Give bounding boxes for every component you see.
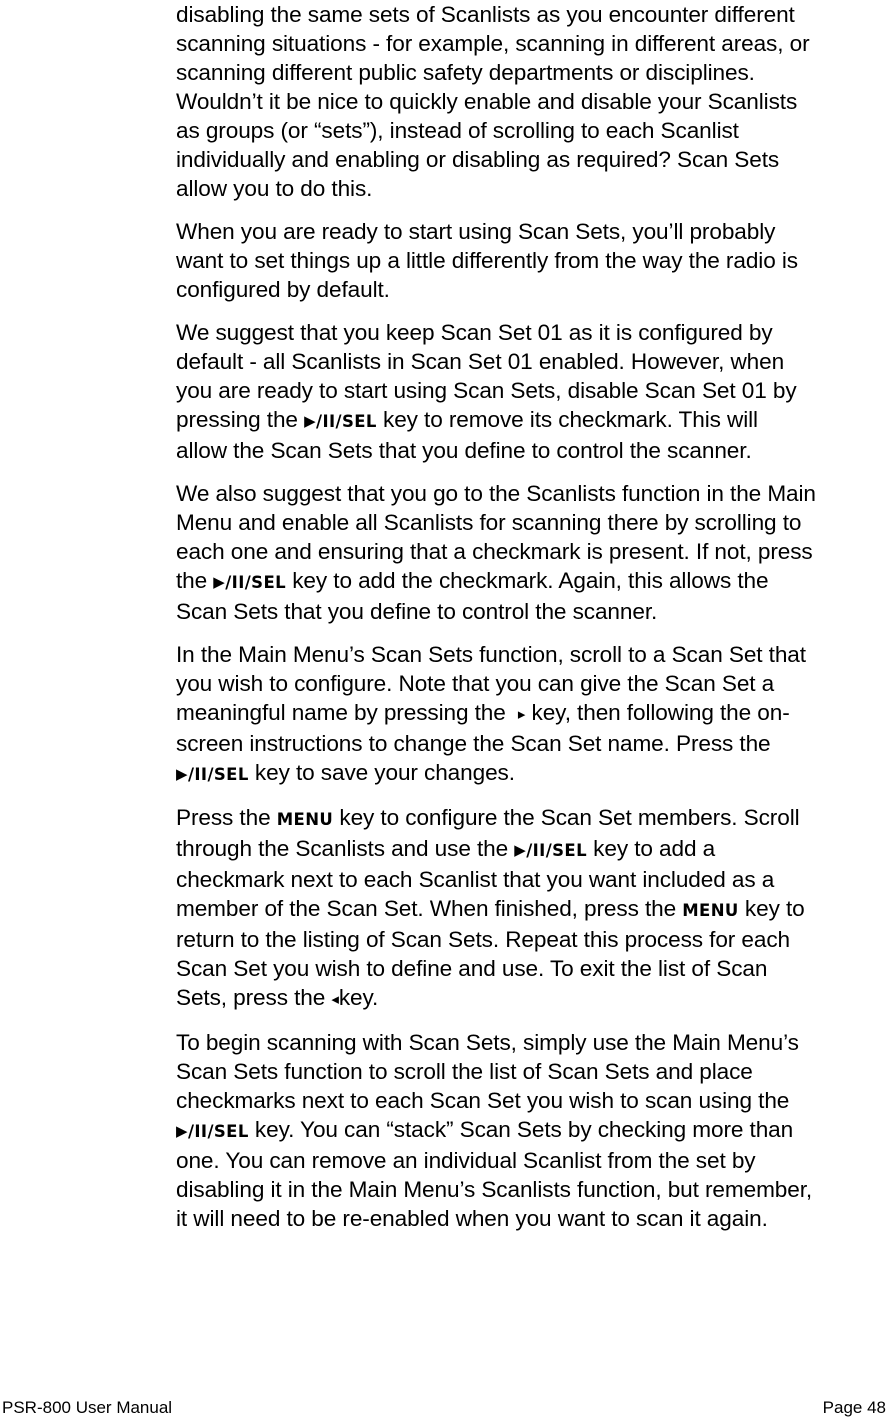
left-arrow-icon: ◂: [331, 991, 339, 1008]
text-line: scanning different public safety departments or disciplines.: [176, 60, 755, 85]
text-line: [176, 566, 888, 597]
text-line: each one and ensuring that a checkmark is present. If not, press: [176, 539, 813, 564]
text-line: individually and enabling or disabling as required? Scan Sets: [176, 147, 780, 172]
text-line: [176, 834, 888, 865]
text-fragment: key to add the checkmark. Again, this allows the: [286, 568, 769, 593]
text-line: return to the listing of Scan Sets. Repeat this process for each: [176, 927, 791, 952]
text-line: allow you to do this.: [176, 176, 373, 201]
paragraph-7: [176, 1028, 888, 1233]
sel-key-label: [176, 1122, 249, 1141]
footer-manual-title: PSR-800 User Manual: [2, 1398, 173, 1417]
text-line: Menu and enable all Scanlists for scanning there by scrolling to: [176, 510, 802, 535]
sel-key-text: /II/SEL: [187, 1122, 249, 1141]
text-line: disabling the same sets of Scanlists as you encounter different: [176, 2, 795, 27]
sel-key-text: /II/SEL: [316, 412, 377, 431]
play-icon: ▶: [176, 765, 188, 783]
text-line: [176, 894, 888, 925]
text-line: want to set things up a little differently from the way the radio is: [176, 248, 798, 273]
play-icon: ▶: [213, 573, 226, 591]
sel-key-label: [304, 412, 377, 431]
text-fragment: key to save your changes.: [248, 760, 515, 785]
sel-key-label: [213, 573, 286, 592]
text-fragment: key. You can “stack” Scan Sets by checking more than: [248, 1117, 794, 1142]
text-line: one. You can remove an individual Scanlist from the set by: [176, 1148, 756, 1173]
paragraph-4: [176, 479, 888, 626]
text-line: screen instructions to change the Scan Set name. Press the: [176, 731, 771, 756]
text-line: We also suggest that you go to the Scanlists function in the Main: [176, 481, 816, 506]
text-line: To begin scanning with Scan Sets, simply use the Main Menu’s: [176, 1030, 799, 1055]
paragraph-5: [176, 640, 888, 789]
text-line: We suggest that you keep Scan Set 01 as it is configured by: [176, 320, 773, 345]
text-line: allow the Scan Sets that you define to control the scanner.: [176, 438, 752, 463]
text-line: [176, 405, 888, 436]
text-fragment: key to: [738, 896, 805, 921]
text-fragment: through the Scanlists and use the: [176, 836, 515, 861]
text-line: [176, 698, 888, 729]
text-line: Scan Set you wish to define and use. To exit the list of Scan: [176, 956, 768, 981]
text-line: [176, 1115, 888, 1146]
text-fragment: the: [176, 568, 214, 593]
paragraph-1: [176, 0, 888, 203]
text-line: as groups (or “sets”), instead of scrolling to each Scanlist: [176, 118, 739, 143]
text-line: you wish to configure. Note that you can give the Scan Set a: [176, 671, 775, 696]
play-icon: ▶: [304, 412, 317, 430]
text-line: checkmark next to each Scanlist that you want included as a: [176, 867, 775, 892]
text-line: Scan Sets that you define to control the scanner.: [176, 599, 658, 624]
text-fragment: pressing the: [176, 407, 305, 432]
text-line: When you are ready to start using Scan Sets, you’ll probably: [176, 219, 776, 244]
text-line: default - all Scanlists in Scan Set 01 enabled. However, when: [176, 349, 785, 374]
sel-key-text: /II/SEL: [526, 841, 587, 860]
right-arrow-icon: ▸: [517, 706, 526, 723]
text-line: [176, 758, 888, 789]
text-line: disabling it in the Main Menu’s Scanlists function, but remember,: [176, 1177, 813, 1202]
text-line: Scan Sets function to scroll the list of Scan Sets and place: [176, 1059, 753, 1084]
text-line: [176, 803, 888, 834]
menu-key-label: MENU: [682, 901, 739, 920]
text-line: it will need to be re-enabled when you want to scan it again.: [176, 1206, 768, 1231]
play-icon: ▶: [176, 1122, 188, 1140]
text-line: [176, 983, 888, 1014]
footer-page-number: Page 48: [822, 1398, 886, 1417]
text-line: scanning situations - for example, scanning in different areas, or: [176, 31, 810, 56]
sel-key-label: [176, 765, 249, 784]
text-fragment: Sets, press the: [176, 985, 332, 1010]
text-fragment: key to add a: [587, 836, 716, 861]
text-fragment: key, then following the on-: [525, 700, 790, 725]
body-text: [176, 0, 888, 1247]
text-line: you are ready to start using Scan Sets, disable Scan Set 01 by: [176, 378, 797, 403]
text-line: configured by default.: [176, 277, 390, 302]
paragraph-2: [176, 217, 888, 304]
text-fragment: key to configure the Scan Set members. Scroll: [333, 805, 800, 830]
text-line: In the Main Menu’s Scan Sets function, scroll to a Scan Set that: [176, 642, 806, 667]
sel-key-label: [514, 841, 587, 860]
paragraph-6: [176, 803, 888, 1014]
play-icon: ▶: [514, 841, 527, 859]
sel-key-text: /II/SEL: [225, 573, 287, 592]
text-line: Wouldn’t it be nice to quickly enable and disable your Scanlists: [176, 89, 798, 114]
text-fragment: meaningful name by pressing the: [176, 700, 512, 725]
paragraph-3: [176, 318, 888, 465]
text-fragment: key.: [338, 985, 379, 1010]
menu-key-label: MENU: [276, 810, 334, 829]
text-line: checkmarks next to each Scan Set you wish to scan using the: [176, 1088, 790, 1113]
text-fragment: key to remove its checkmark. This will: [376, 407, 758, 432]
text-fragment: Press the: [176, 805, 277, 830]
sel-key-text: /II/SEL: [187, 765, 249, 784]
text-fragment: member of the Scan Set. When finished, press the: [176, 896, 683, 921]
